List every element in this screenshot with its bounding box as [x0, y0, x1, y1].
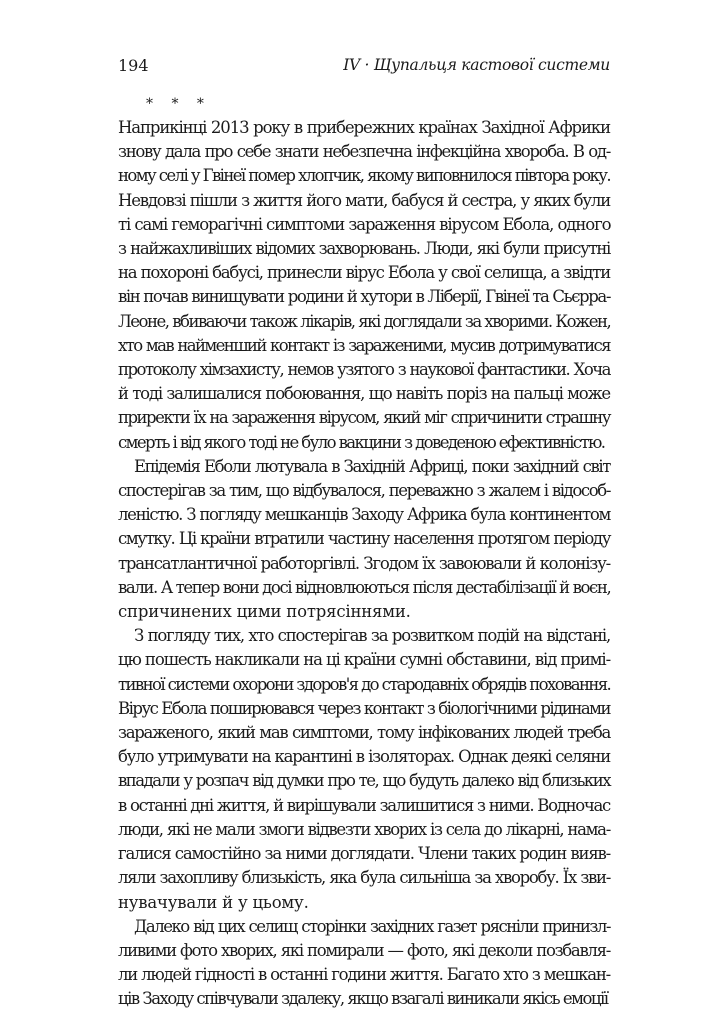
page-number: 194	[118, 56, 149, 75]
text-line: спричинених цими потрясіннями.	[118, 602, 411, 622]
text-line: З погляду тих, хто спостерігав за розвитком подій на відстані,	[134, 626, 610, 646]
text-line: він почав винищувати родини й хутори в Ліберії, Гвінеї та Сьєрра-	[118, 287, 610, 307]
paragraph	[118, 915, 610, 1012]
text-line: ли людей гідності в останні години життя. Багато хто з мешкан-	[118, 965, 611, 985]
text-line: ців Заходу співчували здалеку, якщо взагалі виникали якісь емоції	[118, 989, 608, 1009]
text-line: леністю. З погляду мешканців Заходу Африка була континентом	[118, 505, 610, 525]
text-line: ляли захопливу близькість, яка була сильніша за хворобу. Їх зви-	[118, 868, 610, 888]
text-line: було утримувати на карантині в ізоляторах. Однак деякі селяни	[118, 747, 610, 767]
text-line: Епідемія Еболи лютувала в Західній Африці, поки західний світ	[134, 456, 610, 476]
text-line: ному селі у Гвінеї помер хлопчик, якому виповнилося півтора року.	[118, 166, 610, 186]
text-line: й тоді залишалися побоювання, що навіть поріз на пальці може	[118, 384, 610, 404]
paragraph	[118, 116, 610, 455]
text-line: Вірус Ебола поширювався через контакт з біологічними рідинами	[118, 698, 610, 718]
paragraph	[118, 455, 610, 624]
text-line: нувачували й у цьому.	[118, 892, 309, 912]
text-line: смутку. Ці країни втратили частину населення протягом періоду	[118, 529, 610, 549]
text-line: ливими фото хворих, які помирали — фото, які деколи позбавля-	[118, 940, 610, 960]
text-line: ті самі геморагічні симптоми зараження вірусом Ебола, одного	[118, 214, 611, 234]
text-line: цю пошесть накликали на ці країни сумні обставини, від примі-	[118, 650, 611, 670]
text-line: приректи їх на зараження вірусом, який міг спричинити страшну	[118, 408, 610, 428]
text-line: смерть і від якого тоді не було вакцини з доведеною ефективністю.	[118, 432, 605, 452]
paragraph	[118, 624, 610, 914]
text-line: знову дала про себе знати небезпечна інфекційна хвороба. В од-	[118, 142, 610, 162]
text-line: тивної системи охорони здоров'я до стародавніх обрядів поховання.	[118, 674, 611, 694]
text-line: Наприкінці 2013 року в прибережних країнах Західної Африки	[118, 118, 610, 137]
text-line: трансатлантичної работоргівлі. Згодом їх завоювали й колонізу-	[118, 553, 610, 573]
text-line: галися самостійно за ними доглядати. Члени таких родин вияв-	[118, 844, 610, 864]
text-line: на похороні бабусі, принесли вірус Ебола у свої селища, а звідти	[118, 263, 610, 283]
text-line: в останні дні життя, й вирішували залишитися з ними. Водночас	[118, 795, 610, 815]
text-line: люди, які не мали змоги відвезти хворих із села до лікарні, нама-	[118, 819, 610, 839]
text-line: Леоне, вбиваючи також лікарів, які доглядали за хворими. Кожен,	[118, 311, 611, 331]
text-line: спостерігав за тим, що відбувалося, переважно з жалем і відособ-	[118, 481, 610, 501]
section-break: * * *	[146, 96, 211, 112]
text-line: хто мав найменший контакт із зараженими, мусив дотримуватися	[118, 335, 610, 355]
text-line: впадали у розпач від думки про те, що будуть далеко від близьких	[118, 771, 610, 791]
text-line: з найжахливіших відомих захворювань. Люди, які були присутні	[118, 239, 610, 259]
text-line: протоколу хімзахисту, немов узятого з наукової фантастики. Хоча	[118, 360, 610, 380]
body-text	[118, 92, 610, 1012]
paragraphs	[118, 116, 610, 1012]
text-line: Далеко від цих селищ сторінки західних газет рясніли принизл-	[134, 916, 610, 936]
running-head: IV · Щупальця кастової системи	[343, 56, 610, 74]
text-line: Невдовзі пішли з життя його мати, бабуся й сестра, у яких були	[118, 190, 610, 210]
text-line: зараженого, який мав симптоми, тому інфікованих людей треба	[118, 723, 610, 743]
page-header	[118, 56, 610, 80]
text-line: вали. А тепер вони досі відновлюються після дестабілізації й воєн,	[118, 577, 611, 597]
